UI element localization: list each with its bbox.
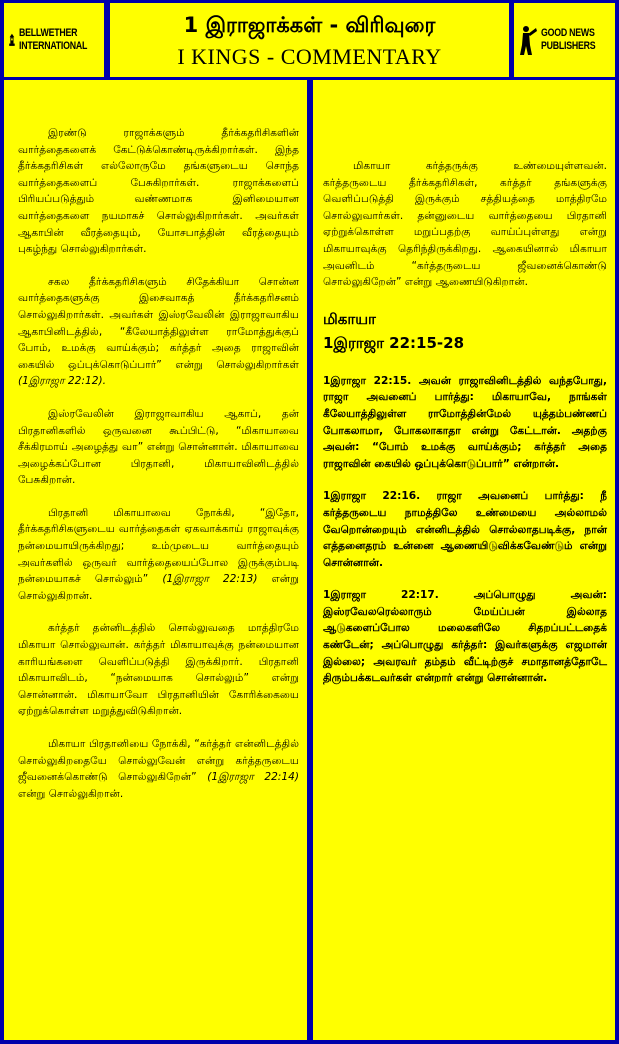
- logo-bellwether: [4, 3, 104, 77]
- left-paragraph-6-text: மிகாயா பிரதானியை நோக்கி, “கர்த்தர் என்னிடத்தில் சொல்லுகிறதையே சொல்லுவேன் என்று கர்த்தருடைய ஜீவனைக்கொண்டு சொல்லுகிறேன்”: [18, 738, 299, 784]
- section-reference: 1இராஜா 22:15-28: [323, 333, 465, 352]
- left-paragraph-2-ref: (1இராஜா 22:12).: [18, 375, 106, 388]
- page-title-tamil: 1 இராஜாக்கள் - விரிவுரை: [183, 13, 436, 37]
- left-paragraph-4: [18, 505, 299, 605]
- verse-22-15: 1இராஜா 22:15. அவன் ராஜாவினிடத்தில் வந்தபோது, ராஜா அவனைப் பார்த்து: மிகாயாவே, நாங்கள் கீலேயாத்திலுள்ள ராமோத்தின்மேல் யுத்தம்பண்ணப் போகலாமா, போகலாகாதா என்று கேட்டான். அதற்கு அவன்: “போம் உமக்கு வாய்க்கும்; கர்த்தர் அதை ராஜாவின் கையில் ஒப்புக்கொடுப்பார்” என்றான்.: [323, 374, 607, 470]
- logo-right-line-1: GOOD NEWS: [541, 27, 595, 39]
- left-paragraph-6-ref: (1இராஜா 22:14): [207, 771, 299, 784]
- left-paragraph-4-tail: என்று சொல்லுகிறான்.: [18, 573, 299, 602]
- left-paragraph-6: [18, 736, 299, 802]
- left-column: [4, 80, 307, 1040]
- logo-good-news: [514, 3, 615, 77]
- logo-left-line-1: BELLWETHER: [18, 27, 78, 39]
- page-title-english: I KINGS - COMMENTARY: [177, 44, 442, 69]
- left-paragraph-4-text: பிரதானி மிகாயாவை நோக்கி, “இதோ, தீர்க்கதரிசிகளுடைய வார்த்தைகள் ஏகவாக்காய் ராஜாவுக்கு நன்மையாயிருக்கிறது; உம்முடைய வார்த்தையும் அவர்களில் ஒருவர் வார்த்தையைப்போல இருக்கும்படி நன்மையாகச் சொல்லும்”: [18, 506, 299, 586]
- right-paragraph-1: மிகாயா கர்த்தருக்கு உண்மையுள்ளவன். கர்த்தருடைய தீர்க்கதரிசிகள், கர்த்தர் தங்களுக்கு வெளிப்படுத்தி இருக்கும் சத்தியத்தை மாத்திரமே சொல்லுவார்கள். தன்னுடைய வார்த்தையை பிரதானி ஏற்றுக்கொள்ள மறுப்பதற்கு வாய்ப்புள்ளது என்று மிகாயாவுக்கு தெரிந்திருக்கிறது. ஆகையினால் மிகாயா அவனிடம் “கர்த்தருடைய ஜீவனைக்கொண்டு சொல்லுகிறேன்” என்று ஆணையிடுகிறான்.: [323, 160, 607, 289]
- section-heading: [323, 307, 607, 355]
- left-paragraph-5: கர்த்தர் தன்னிடத்தில் சொல்லுவதை மாத்திரமே மிகாயா சொல்லுவான். கர்த்தர் மிகாயாவுக்கு நன்மையான காரியங்களை வெளிப்படுத்தி இருக்கிறார். பிரதானி மிகாயாவிடம், “நன்மையாக சொல்லும்” என்று சொன்னான். மிகாயாவோ பிரதானியின் கோரிக்கையை ஏற்றுக்கொள்ள மறுத்துவிடுகிறான்.: [18, 622, 299, 718]
- left-paragraph-1: இரண்டு ராஜாக்களும் தீர்க்கதரிசிகளின் வார்த்தைகளைக் கேட்டுக்கொண்டிருக்கிறார்கள். இந்த தீர்க்கதரிசிகள் எல்லோருமே தங்களுடைய சொந்த வார்த்தைகளைப் பேசுகிறார்கள். ராஜாக்களைப் பிரியப்படுத்தும் வண்ணமாக இனிமையான வார்த்தைகளை நயமாகச் சொல்லுகிறார்கள். அவர்கள் ஆகாபின் வீரத்தையும், யோசபாத்தின் வீரத்தையும் புகழ்ந்து சொல்லுகிறார்கள்.: [18, 127, 299, 256]
- section-title: மிகாயா: [323, 309, 376, 328]
- logo-right-line-2: PUBLISHERS: [541, 40, 596, 52]
- verse-22-17: 1இராஜா 22:17. அப்பொழுது அவன்: இஸ்ரவேலரெல்லாரும் மேய்ப்பன் இல்லாத ஆடுகளைப்போல மலைகளிலே சிதறப்பட்டதைக் கண்டேன்; அப்பொழுது கர்த்தர்: இவர்களுக்கு எஜமான் இல்லை; அவரவர் தம்தம் வீட்டிற்குச் சமாதானத்தோடே திரும்பக்கடவர்கள் என்றார் என்று சொன்னான்.: [323, 589, 607, 685]
- bell-tower-icon: [8, 23, 16, 57]
- left-paragraph-4-ref: (1இராஜா 22:13): [162, 573, 258, 586]
- trumpet-person-icon: [518, 23, 538, 57]
- verse-22-16: 1இராஜா 22:16. ராஜா அவனைப் பார்த்து: நீ கர்த்தருடைய நாமத்திலே உண்மையை அல்லாமல் வேறொன்றையும் என்னிடத்தில் சொல்லாதபடிக்கு, நான் எத்தனைதரம் உன்னை ஆணையிடுவிக்கவேண்டும் என்று சொன்னான்.: [323, 490, 607, 569]
- page-header: [110, 3, 509, 77]
- left-paragraph-2-text: சகல தீர்க்கதரிசிகளும் சிதேக்கியா சொன்ன வார்த்தைகளுக்கு இசைவாகத் தீர்க்கதரிசனம் சொல்லுகிறார்கள். அவர்கள் இஸ்ரவேலின் இராஜாவாகிய ஆகாபினிடத்தில், “கீலேயாத்திலுள்ள ராமோத்துக்குப் போம், உமக்கு வாய்க்கும்; கர்த்தர் அதை ராஜாவின் கையில் ஒப்புக்கொடுப்பார்” என்று சொல்லுகிறார்கள்: [18, 275, 299, 371]
- left-paragraph-2: [18, 274, 299, 390]
- left-paragraph-3: இஸ்ரவேலின் இராஜாவாகிய ஆகாப், தன் பிரதானிகளில் ஒருவனை கூப்பிட்டு, “மிகாயாவை சீக்கிரமாய் அழைத்து வா” என்று சொன்னான். மிகாயாவை அழைக்கப்போன பிரதானி, மிகாயாவினிடத்தில் பேசுகிறான்.: [18, 407, 299, 487]
- logo-left-line-2: INTERNATIONAL: [18, 40, 87, 52]
- left-paragraph-6-tail: என்று சொல்லுகிறான்.: [18, 787, 124, 800]
- right-column: [313, 80, 615, 1040]
